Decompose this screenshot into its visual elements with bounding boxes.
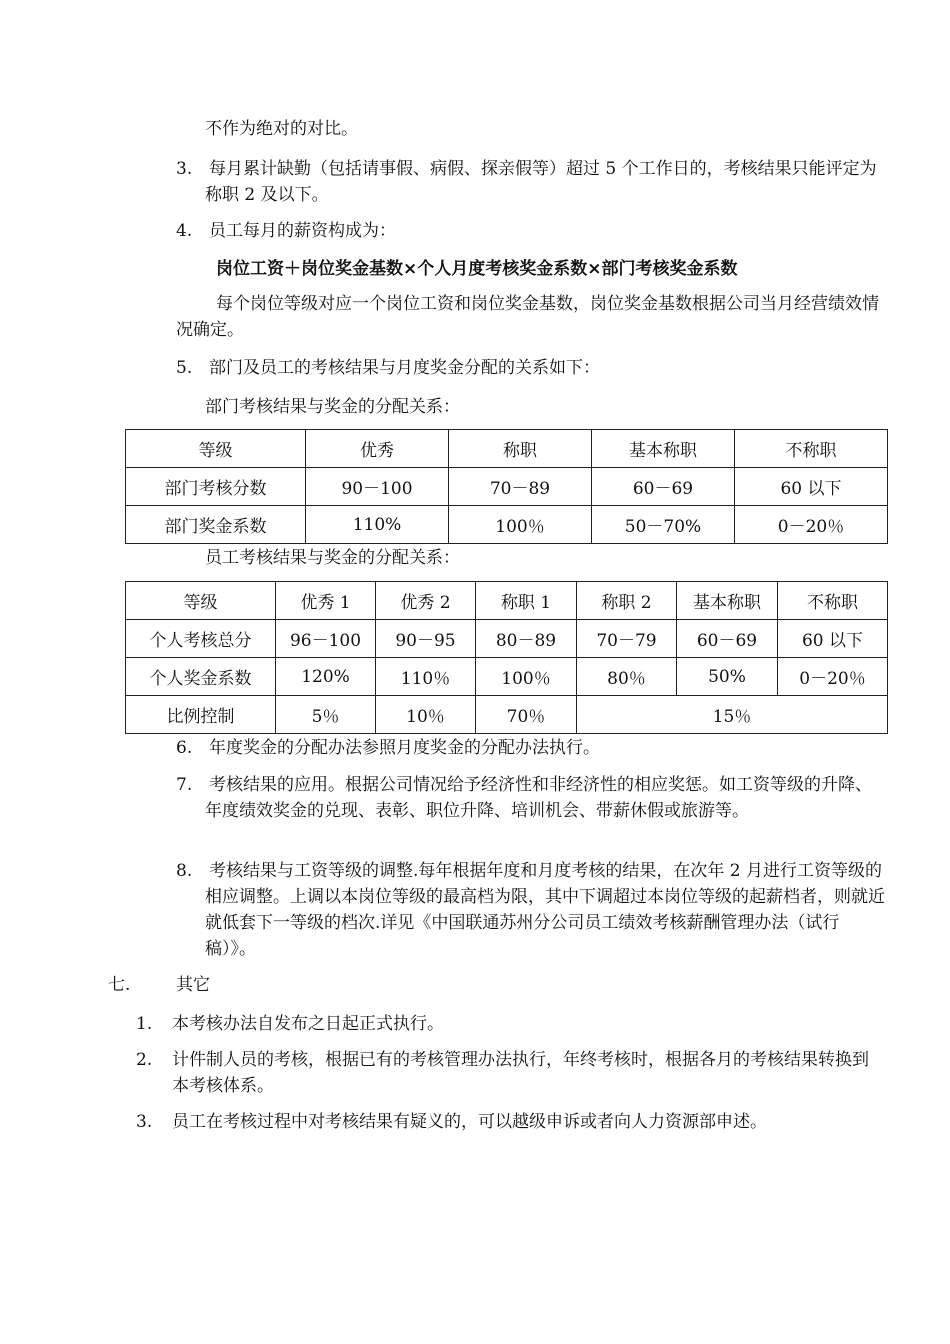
table-cell: 50% [677,658,778,696]
table-header-cell: 基本称职 [677,582,778,620]
table-cell: 90－100 [306,468,449,506]
table-cell: 比例控制 [126,696,276,734]
item-6-number: 6. [176,738,193,758]
table-cell: 110％ [376,658,476,696]
table-cell: 0－20％ [778,658,888,696]
section-7-title: 其它 [176,975,210,995]
s7-item-2-text: 计件制人员的考核，根据已有的考核管理办法执行，年终考核时，根据各月的考核结果转换到本考核体系。 [172,1050,869,1096]
table-cell: 100％ [476,658,577,696]
item-6-text: 年度奖金的分配办法参照月度奖金的分配办法执行。 [209,738,600,758]
table-cell: 60－69 [592,468,735,506]
table-cell: 110% [306,506,449,544]
table-header-cell: 称职 [449,430,592,468]
table-cell: 个人奖金系数 [126,658,276,696]
table-cell: 10％ [376,696,476,734]
table-header-cell: 等级 [126,582,276,620]
table-cell: 0－20％ [735,506,888,544]
table-header-cell: 称职 1 [476,582,577,620]
table-cell: 5％ [276,696,376,734]
emp-table-caption: 员工考核结果与奖金的分配关系： [205,548,460,568]
table-header-cell: 基本称职 [592,430,735,468]
table-cell: 90－95 [376,620,476,658]
section-7-number: 七. [108,975,131,995]
table-header-cell: 等级 [126,430,306,468]
table-cell: 60 以下 [735,468,888,506]
item-7-number: 7. [176,775,193,795]
table-row [126,696,888,734]
item-7-text: 考核结果的应用。根据公司情况给予经济性和非经济性的相应奖惩。如工资等级的升降、年度绩效奖金的兑现、表彰、职位升降、培训机会、带薪休假或旅游等。 [205,775,872,821]
s7-item-1-text: 本考核办法自发布之日起正式执行。 [172,1014,444,1034]
table-row [126,468,888,506]
s7-item-1-number: 1. [136,1014,153,1034]
table-header-cell: 称职 2 [577,582,677,620]
table-header-cell: 优秀 [306,430,449,468]
table-cell: 15％ [577,696,888,734]
table-row [126,506,888,544]
s7-item-3-number: 3. [136,1112,153,1132]
emp-bonus-table [125,581,888,734]
table-cell: 80－89 [476,620,577,658]
table-header-cell: 不称职 [778,582,888,620]
table-header-cell: 优秀 1 [276,582,376,620]
dept-bonus-table [125,429,888,544]
item-8-number: 8. [176,861,193,881]
table-header-cell: 优秀 2 [376,582,476,620]
item-4-text: 员工每月的薪资构成为： [209,221,396,241]
table-header-cell: 不称职 [735,430,888,468]
table-cell: 120% [276,658,376,696]
dept-table-caption: 部门考核结果与奖金的分配关系： [205,397,460,417]
table-cell: 部门考核分数 [126,468,306,506]
table-row [126,620,888,658]
s7-item-2-number: 2. [136,1050,153,1070]
salary-formula: 岗位工资＋岗位奖金基数×个人月度考核奖金系数×部门考核奖金系数 [216,259,738,279]
table-cell: 个人考核总分 [126,620,276,658]
table-row [126,658,888,696]
salary-paragraph: 每个岗位等级对应一个岗位工资和岗位奖金基数，岗位奖金基数根据公司当月经营绩效情况确定。 [176,294,879,340]
continuation-line: 不作为绝对的对比。 [205,119,358,139]
table-cell: 60 以下 [778,620,888,658]
table-cell: 70－79 [577,620,677,658]
item-5-number: 5. [176,358,193,378]
table-cell: 60－69 [677,620,778,658]
table-row [126,582,888,620]
s7-item-3-text: 员工在考核过程中对考核结果有疑义的，可以越级申诉或者向人力资源部申述。 [172,1112,767,1132]
item-4-number: 4. [176,221,193,241]
table-cell: 100％ [449,506,592,544]
table-cell: 80％ [577,658,677,696]
table-cell: 部门奖金系数 [126,506,306,544]
table-cell: 50－70% [592,506,735,544]
table-cell: 96－100 [276,620,376,658]
item-3-number: 3. [176,159,193,179]
table-cell: 70％ [476,696,577,734]
item-8-text: 考核结果与工资等级的调整.每年根据年度和月度考核的结果，在次年 2 月进行工资等级的相应调整。上调以本岗位等级的最高档为限，其中下调超过本岗位等级的起薪档者，则就近就低套下一等级的档次.详见《中国联通苏州分公司员工绩效考核薪酬管理办法（试行稿）》。 [205,861,885,959]
item-3-text: 每月累计缺勤（包括请事假、病假、探亲假等）超过 5 个工作日的，考核结果只能评定为称职 2 及以下。 [205,159,877,205]
table-cell: 70－89 [449,468,592,506]
item-5-text: 部门及员工的考核结果与月度奖金分配的关系如下： [209,358,600,378]
table-row [126,430,888,468]
